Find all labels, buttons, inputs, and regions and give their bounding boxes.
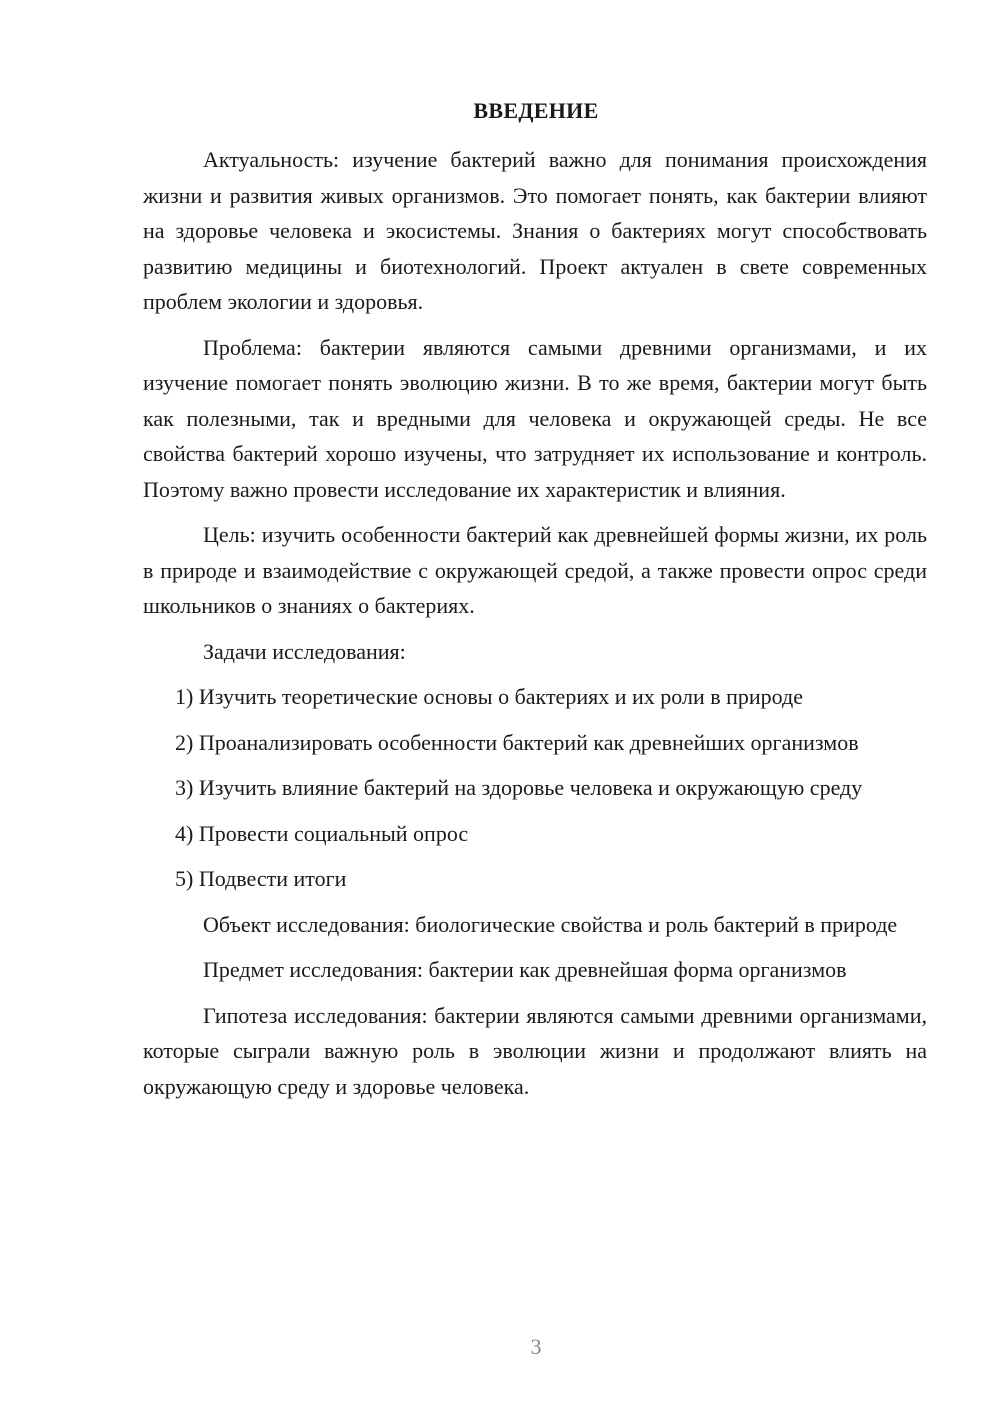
section-heading: ВВЕДЕНИЕ xyxy=(473,98,599,123)
paragraph-problem: Проблема: бактерии являются самыми древними организмами, и их изучение помогает понять эволюцию жизни. В то же время, бактерии могут быть как полезными, так и вредными для человека и окружающей среды. Не все свойства бактерий хорошо изучены, что затрудняет их использование и контроль. Поэтому важно провести исследование их характеристик и влияния. xyxy=(143,334,927,502)
page-number: 3 xyxy=(530,1334,542,1359)
paragraph-tasks-heading: Задачи исследования: xyxy=(203,638,406,664)
task-item: 5) Подвести итоги xyxy=(175,866,347,891)
task-item: 1) Изучить теоретические основы о бактериях и их роли в природе xyxy=(175,684,803,709)
paragraph-hypothesis: Гипотеза исследования: бактерии являются самыми древними организмами, которые сыграли важную роль в эволюции жизни и продолжают влиять на окружающую среду и здоровье человека. xyxy=(143,1002,927,1099)
task-item: 4) Провести социальный опрос xyxy=(175,820,469,846)
paragraph-object: Объект исследования: биологические свойства и роль бактерий в природе xyxy=(203,911,898,937)
task-item: 2) Проанализировать особенности бактерий как древнейших организмов xyxy=(175,729,859,755)
task-item: 3) Изучить влияние бактерий на здоровье человека и окружающую среду xyxy=(175,775,863,800)
paragraph-subject: Предмет исследования: бактерии как древнейшая форма организмов xyxy=(203,957,847,982)
paragraph-relevance: Актуальность: изучение бактерий важно для понимания происхождения жизни и развития живых организмов. Это помогает понять, как бактерии влияют на здоровье человека и экосистемы. Знания о бактериях могут способствовать развитию медицины и биотехнологий. Проект актуален в свете современных проблем экологии и здоровья. xyxy=(143,147,927,314)
body-text xyxy=(143,142,927,1114)
paragraph-goal: Цель: изучить особенности бактерий как древнейшей формы жизни, их роль в природе и взаимодействие с окружающей средой, а также провести опрос среди школьников о знаниях о бактериях. xyxy=(143,522,927,618)
